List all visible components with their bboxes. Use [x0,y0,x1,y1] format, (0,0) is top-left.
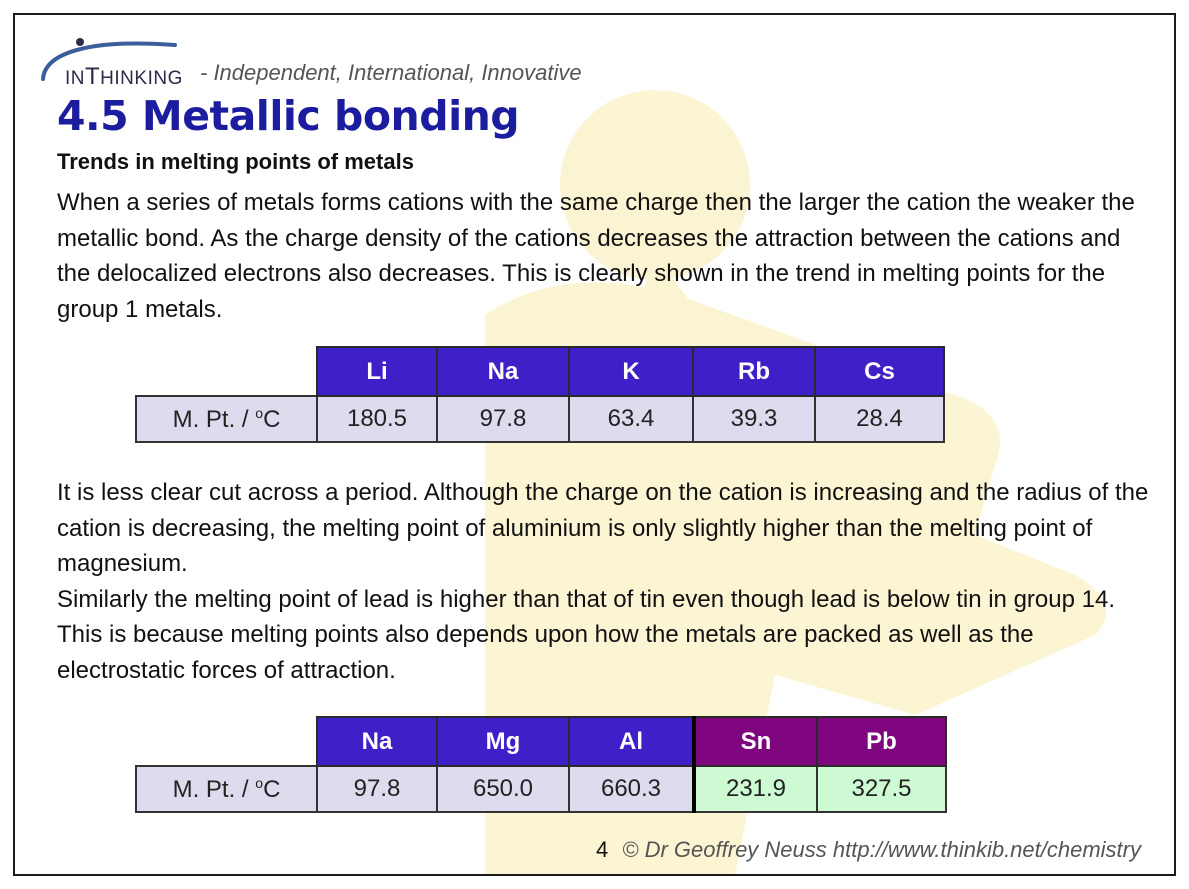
logo-hinking: HINKING [100,68,183,89]
table-row [136,396,944,442]
intro-paragraph: When a series of metals forms cations with the same charge then the larger the cation the weaker the metallic bond. As the charge density of the cations decreases the attraction between the cations and the delocalized electrons also decreases. This is clearly shown in the trend in melting points for the group 1 metals. [57,189,1135,323]
element-cell: Al [569,717,694,766]
unit-text: C [263,405,281,433]
element-cell: Na [317,717,437,766]
page-number: 4 [596,837,609,862]
element-cell: Na [437,347,569,396]
group1-melting-table [135,346,945,443]
value-cell: 327.5 [817,766,946,812]
element-cell: Cs [815,347,944,396]
element-cell: Sn [694,717,817,766]
header-logo [35,33,735,90]
table-header-row [136,347,944,396]
unit-text: C [263,775,281,803]
section-subtitle: Trends in melting points of metals [57,149,414,174]
row-label-text: M. Pt. / [172,405,256,433]
logo-t: T [85,63,101,90]
table-row [136,766,946,812]
value-cell: 97.8 [437,396,569,442]
table-header-row [136,717,946,766]
value-cell: 63.4 [569,396,693,442]
value-cell: 39.3 [693,396,815,442]
value-cell: 28.4 [815,396,944,442]
table-corner [136,347,317,396]
value-cell: 180.5 [317,396,437,442]
footer [596,837,1141,863]
period-paragraph-line1: It is less clear cut across a period. Although the charge on the cation is increasing and the radius of the cation is decreasing, the melting point of aluminium is only slightly higher than the melting point of magnesium. [57,479,1149,577]
slide-frame [13,13,1176,876]
period-paragraph [57,475,1157,688]
value-cell: 650.0 [437,766,569,812]
value-cell: 660.3 [569,766,694,812]
row-label [136,766,317,812]
value-cell: 231.9 [694,766,817,812]
logo-wordmark [65,63,183,91]
period-paragraph-line2: Similarly the melting point of lead is higher than that of tin even though lead is below tin in group 14. This is because melting points also depends upon how the metals are packed as well as the electrostatic forces of attraction. [57,585,1115,684]
element-cell: K [569,347,693,396]
element-cell: Mg [437,717,569,766]
logo-in: IN [65,68,85,89]
period-melting-table [135,716,947,813]
element-cell: Rb [693,347,815,396]
row-label [136,396,317,442]
table-corner [136,717,317,766]
element-cell: Pb [817,717,946,766]
element-cell: Li [317,347,437,396]
copyright-credit: © Dr Geoffrey Neuss http://www.thinkib.net/chemistry [622,837,1141,862]
tagline: - Independent, International, Innovative [200,60,582,85]
row-label-text: M. Pt. / [172,775,256,803]
page-title: 4.5 Metallic bonding [57,92,520,140]
value-cell: 97.8 [317,766,437,812]
unit-superscript: o [255,774,264,791]
unit-superscript: o [255,404,264,421]
